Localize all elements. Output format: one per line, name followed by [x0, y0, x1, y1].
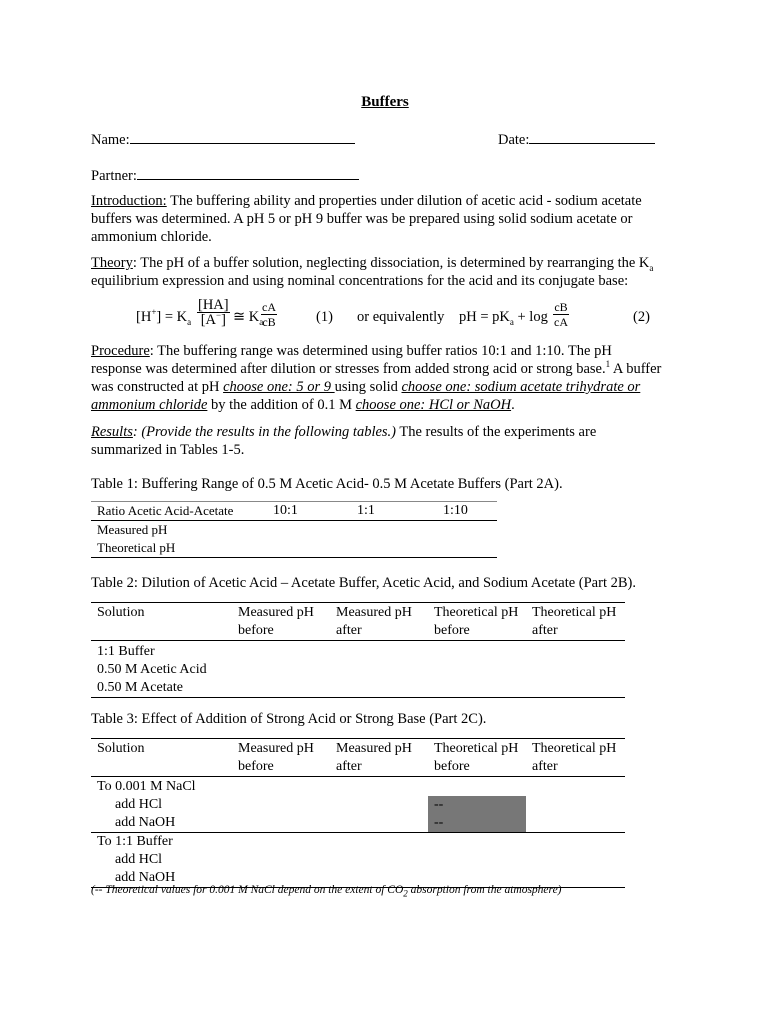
date-field[interactable] [529, 130, 655, 144]
shaded-cell: -- [428, 814, 526, 833]
table-row [91, 539, 497, 558]
table-cell[interactable] [526, 661, 625, 679]
procedure-text-4: by the addition of 0.1 M [207, 397, 356, 413]
procedure-paragraph [91, 342, 663, 414]
date-label: Date: [498, 132, 530, 148]
table-cell[interactable] [232, 796, 330, 814]
theory-paragraph [91, 254, 671, 290]
table-cell[interactable] [232, 814, 330, 833]
table-cell[interactable] [428, 851, 526, 869]
table-cell[interactable] [428, 679, 526, 698]
procedure-text-3: using solid [334, 379, 402, 395]
table-cell[interactable] [526, 679, 625, 698]
table-header-cell: 1:1 [357, 503, 375, 518]
row-label: add HCl [115, 797, 163, 812]
procedure-heading: Procedure [91, 343, 150, 359]
table-header-row [91, 603, 625, 641]
table-header-cell: Solution [97, 605, 145, 620]
row-label: Theoretical pH [97, 540, 176, 555]
table-cell[interactable] [232, 661, 330, 679]
table-cell[interactable] [330, 814, 428, 833]
table3-caption: Table 3: Effect of Addition of Strong Acid or Strong Base (Part 2C). [91, 711, 487, 727]
row-label: 1:1 Buffer [97, 644, 155, 659]
introduction-heading: Introduction: [91, 193, 167, 209]
table-cell[interactable] [330, 641, 428, 662]
page-title: Buffers [361, 94, 409, 110]
table-cell[interactable] [437, 521, 497, 540]
row-label: 0.50 M Acetate [97, 680, 183, 695]
table1-caption: Table 1: Buffering Range of 0.5 M Acetic Acid- 0.5 M Acetate Buffers (Part 2A). [91, 476, 563, 492]
shaded-cell: -- [428, 796, 526, 814]
table2 [91, 602, 625, 698]
table-row [91, 814, 625, 833]
reagent-choice[interactable]: choose one: HCl or NaOH [355, 397, 512, 413]
table-cell[interactable] [267, 521, 351, 540]
results-heading: Results [91, 424, 133, 440]
table-cell[interactable] [428, 641, 526, 662]
table-header-cell: Theoretical pH after [532, 741, 617, 774]
ka-symbol: K [638, 255, 650, 271]
equation-1: $[H^+] = K_a$ [136, 307, 192, 327]
theory-text: : The pH of a buffer solution, neglecting dissociation, is determined by rearranging the [132, 255, 639, 271]
table-row [91, 777, 625, 797]
table-cell[interactable] [232, 679, 330, 698]
table-header-cell: Ratio Acetic Acid-Acetate [97, 503, 234, 518]
equation-number-2: (2) [633, 309, 650, 325]
row-label: add NaOH [115, 870, 176, 885]
partner-field[interactable] [137, 166, 359, 180]
table-header-row [91, 739, 625, 777]
results-paragraph [91, 423, 651, 459]
ka-subscript: a [649, 262, 654, 273]
table-cell[interactable] [526, 641, 625, 662]
group-label: To 0.001 M NaCl [97, 779, 196, 794]
table3-footnote: (-- Theoretical values for 0.001 M NaCl depend on the extent of $CO_2$ absorption from the atmosphere) [91, 884, 562, 899]
table-header-cell: Theoretical pH before [434, 741, 519, 774]
theory-text-2: equilibrium expression and using nominal concentrations for the acid and its conjugate base: [91, 273, 629, 289]
table-cell[interactable] [351, 539, 437, 558]
or-equivalently: or equivalently [357, 309, 445, 325]
equation-2: pH = $pK_a + \log$ [459, 309, 548, 327]
fraction-ca-over-cb: $\frac{cA}{cB}$ [262, 300, 276, 329]
table-cell[interactable] [437, 539, 497, 558]
table3 [91, 738, 625, 888]
table-cell[interactable] [526, 814, 625, 833]
approx-ka: ≅ $K_a$ [233, 309, 264, 327]
table-header-cell: 10:1 [273, 503, 298, 518]
procedure-text: : The buffering range was determined using buffer ratios 10:1 and 1:10. The pH response was determined after dilution or stresses from added strong acid or strong base. [91, 343, 612, 377]
fraction-ha-over-a: $\frac{[HA]}{[A^-]}$ [198, 297, 229, 328]
procedure-text-2: A buffer was constructed at pH [91, 361, 662, 395]
table-row [91, 521, 497, 540]
table-header-cell: Measured pH before [238, 605, 314, 638]
fraction-cb-over-ca: $\frac{cB}{cA}$ [554, 300, 568, 329]
partner-label: Partner: [91, 168, 137, 184]
table-header-cell: Measured pH after [336, 605, 412, 638]
table-row [91, 796, 625, 814]
table-row [91, 851, 625, 869]
table-cell[interactable] [232, 641, 330, 662]
group-label: To 1:1 Buffer [97, 834, 173, 849]
table-row [91, 661, 625, 679]
table-header-cell: Measured pH after [336, 741, 412, 774]
table1 [91, 501, 497, 558]
table-cell[interactable] [428, 661, 526, 679]
table-row [91, 679, 625, 698]
row-label: Measured pH [97, 522, 168, 537]
partner-row [91, 166, 359, 185]
table-header-row [91, 502, 497, 521]
introduction-text: The buffering ability and properties under dilution of acetic acid - sodium acetate buffers was determined. A pH 5 or pH 9 buffer was be prepared using solid sodium acetate or ammonium chloride. [91, 193, 642, 245]
date-row [498, 130, 655, 149]
table-cell[interactable] [267, 539, 351, 558]
name-field[interactable] [130, 130, 355, 144]
row-label: add HCl [115, 852, 163, 867]
table-cell[interactable] [330, 661, 428, 679]
introduction-paragraph [91, 192, 671, 246]
table-header-cell: Theoretical pH after [532, 605, 617, 638]
equation-number-1: (1) [316, 309, 333, 325]
ph-choice[interactable]: choose one: 5 or 9 [223, 379, 335, 395]
table-header-cell: Measured pH before [238, 741, 314, 774]
table-cell[interactable] [351, 521, 437, 540]
equation-row [136, 299, 656, 335]
table-header-cell: 1:10 [443, 503, 468, 518]
table-cell[interactable] [330, 796, 428, 814]
row-label: add NaOH [115, 815, 176, 830]
name-label: Name: [91, 132, 130, 148]
results-text: The results of the experiments are summarized in Tables 1-5. [91, 424, 597, 458]
table-cell[interactable] [526, 796, 625, 814]
theory-heading: Theory [91, 255, 133, 271]
name-row [91, 130, 355, 149]
table-cell[interactable] [232, 851, 330, 869]
table-row [91, 833, 625, 852]
table-cell[interactable] [526, 851, 625, 869]
footnote-marker: 1 [605, 359, 611, 370]
table2-caption: Table 2: Dilution of Acetic Acid – Acetate Buffer, Acetic Acid, and Sodium Acetate (Part 2B). [91, 575, 636, 591]
table-cell[interactable] [330, 679, 428, 698]
salt-choice[interactable]: choose one: sodium acetate trihydrate or ammonium chloride [91, 379, 641, 413]
row-label: 0.50 M Acetic Acid [97, 662, 207, 677]
table-cell[interactable] [330, 851, 428, 869]
results-instruction: : (Provide the results in the following tables.) [132, 424, 397, 440]
table-header-cell: Theoretical pH before [434, 605, 519, 638]
table-header-cell: Solution [97, 741, 145, 756]
table-row [91, 641, 625, 662]
procedure-text-5: . [511, 397, 515, 413]
